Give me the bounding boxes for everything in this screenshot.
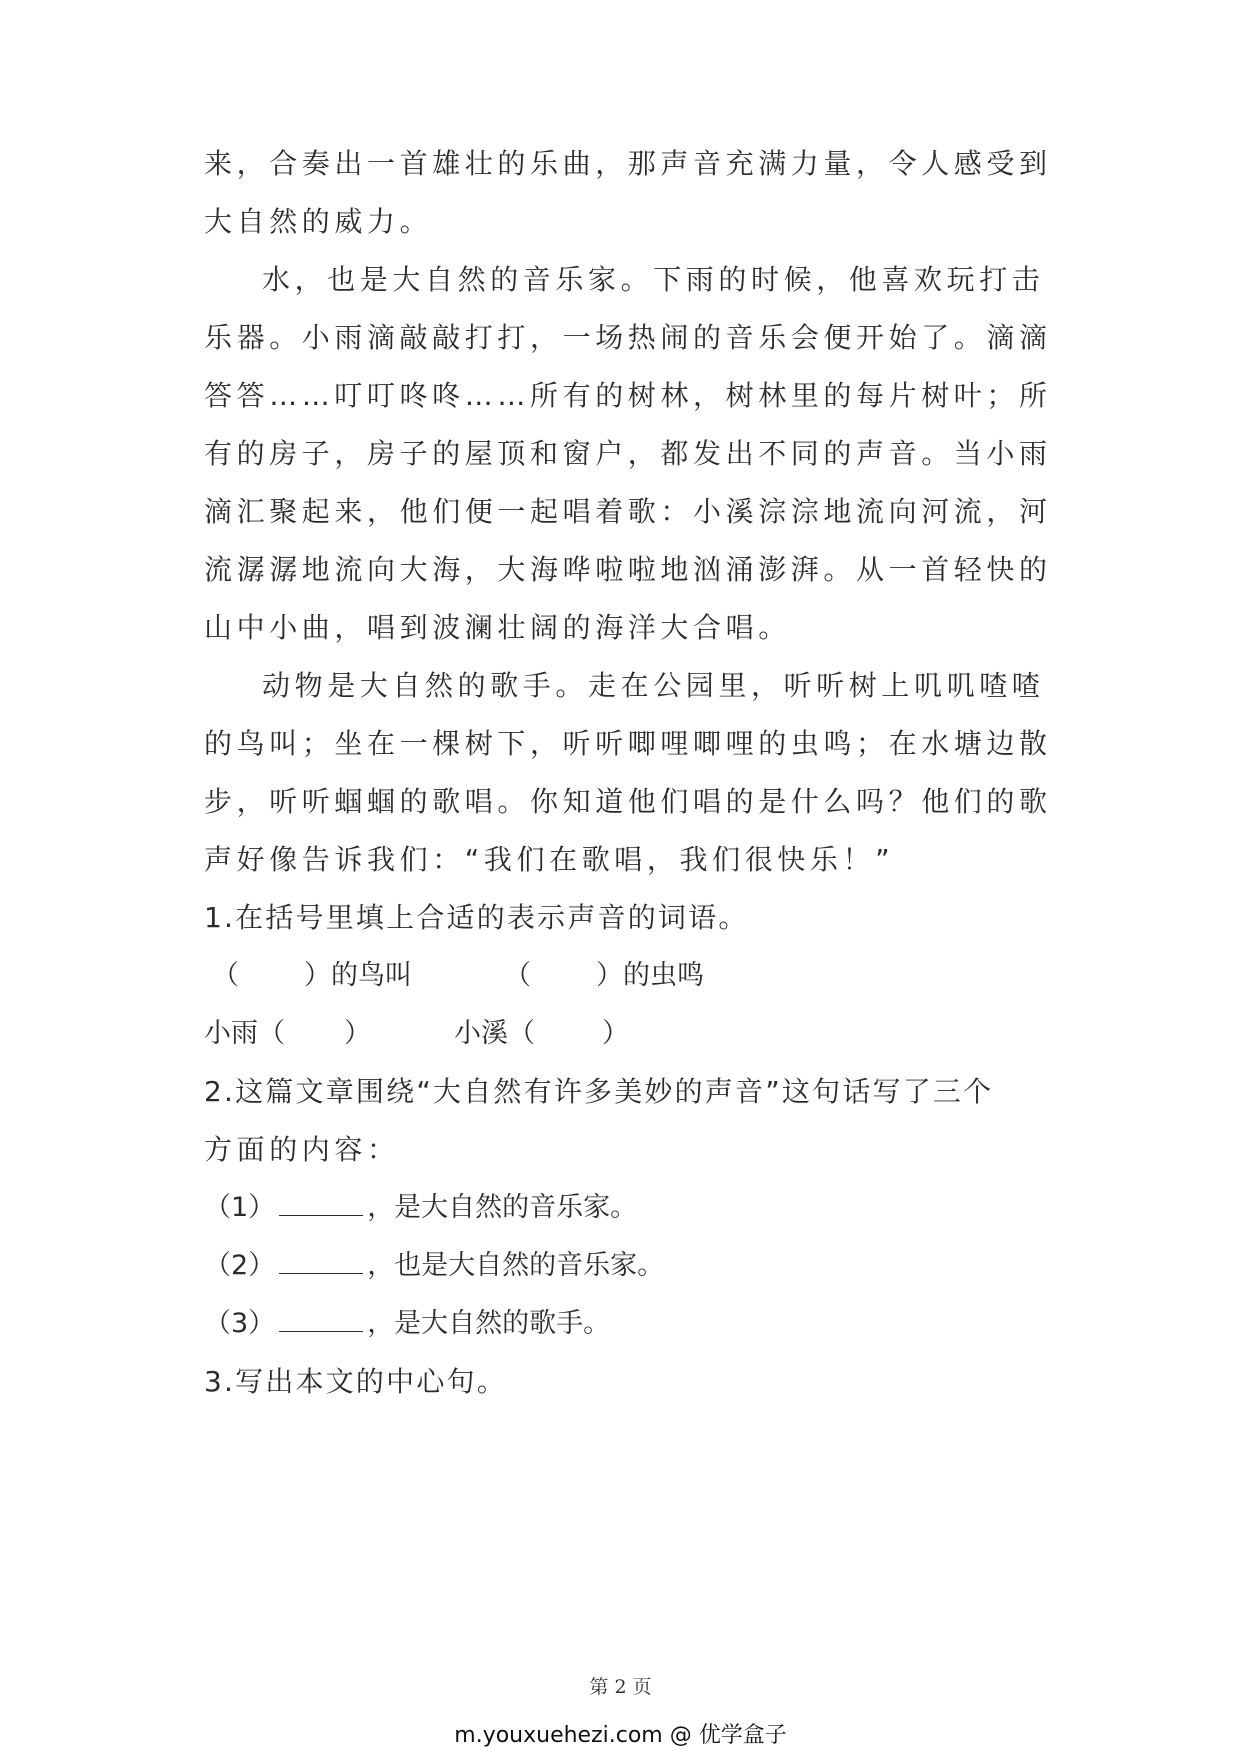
question-2-item-1: [204, 1188, 637, 1228]
answer-blank-insect: ）的虫鸣: [596, 960, 704, 991]
paren-close: ）: [344, 1018, 371, 1049]
passage-line: 步，听听蝈蝈的歌唱。你知道他们唱的是什么吗？他们的歌: [204, 785, 1052, 818]
paren-close: ）: [602, 1018, 629, 1049]
passage-line: 动物是大自然的歌手。走在公园里，听听树上叽叽喳喳: [262, 669, 1045, 702]
item-number: （3）: [204, 1308, 276, 1339]
question-2-prompt-continued: 方面的内容：: [204, 1133, 400, 1166]
answer-underline: [279, 1305, 363, 1332]
passage-line: 流潺潺地流向大海，大海哗啦啦地汹涌澎湃。从一首轻快的: [204, 553, 1052, 586]
passage-line: 来，合奏出一首雄壮的乐曲，那声音充满力量，令人感受到: [204, 147, 1052, 180]
question-2-item-2: [204, 1246, 664, 1286]
question-3-prompt: 3.写出本文的中心句。: [204, 1365, 507, 1398]
passage-line: 有的房子，房子的屋顶和窗户，都发出不同的声音。当小雨: [204, 437, 1052, 470]
passage-line: 答答……叮叮咚咚……所有的树林，树林里的每片树叶；所: [204, 379, 1052, 412]
paren-open: （: [504, 960, 531, 991]
question-1-row-2: [204, 1014, 1044, 1054]
question-1-prompt: 1.在括号里填上合适的表示声音的词语。: [204, 901, 749, 934]
passage-line: 声好像告诉我们：“我们在歌唱，我们很快乐！”: [204, 843, 895, 876]
item-number: （2）: [204, 1250, 276, 1281]
item-number: （1）: [204, 1192, 276, 1223]
answer-blank-rain: 小雨（: [204, 1018, 285, 1049]
question-1-row-1: [204, 956, 1044, 996]
item-text: ，是大自然的音乐家。: [367, 1192, 638, 1223]
question-2-item-3: [204, 1304, 610, 1344]
passage-line: 滴汇聚起来，他们便一起唱着歌：小溪淙淙地流向河流，河: [204, 495, 1052, 528]
page-number: 第 2 页: [589, 1676, 652, 1698]
passage-line: 水，也是大自然的音乐家。下雨的时候，他喜欢玩打击: [262, 263, 1045, 296]
answer-blank-stream: 小溪（: [454, 1018, 535, 1049]
passage-line: 的鸟叫；坐在一棵树下，听听唧哩唧哩的虫鸣；在水塘边散: [204, 727, 1052, 760]
item-text: ，也是大自然的音乐家。: [367, 1250, 665, 1281]
item-text: ，是大自然的歌手。: [367, 1308, 611, 1339]
passage-line: 大自然的威力。: [204, 205, 433, 238]
answer-underline: [279, 1189, 363, 1216]
site-watermark: m.youxuehezi.com @ 优学盒子: [454, 1723, 787, 1748]
paren-open: （: [212, 960, 239, 991]
answer-blank-bird: ）的鸟叫: [304, 960, 412, 991]
question-2-prompt: 2.这篇文章围绕“大自然有许多美妙的声音”这句话写了三个: [204, 1075, 994, 1108]
passage-line: 乐器。小雨滴敲敲打打，一场热闹的音乐会便开始了。滴滴: [204, 321, 1052, 354]
answer-underline: [279, 1247, 363, 1274]
passage-line: 山中小曲，唱到波澜壮阔的海洋大合唱。: [204, 611, 791, 644]
